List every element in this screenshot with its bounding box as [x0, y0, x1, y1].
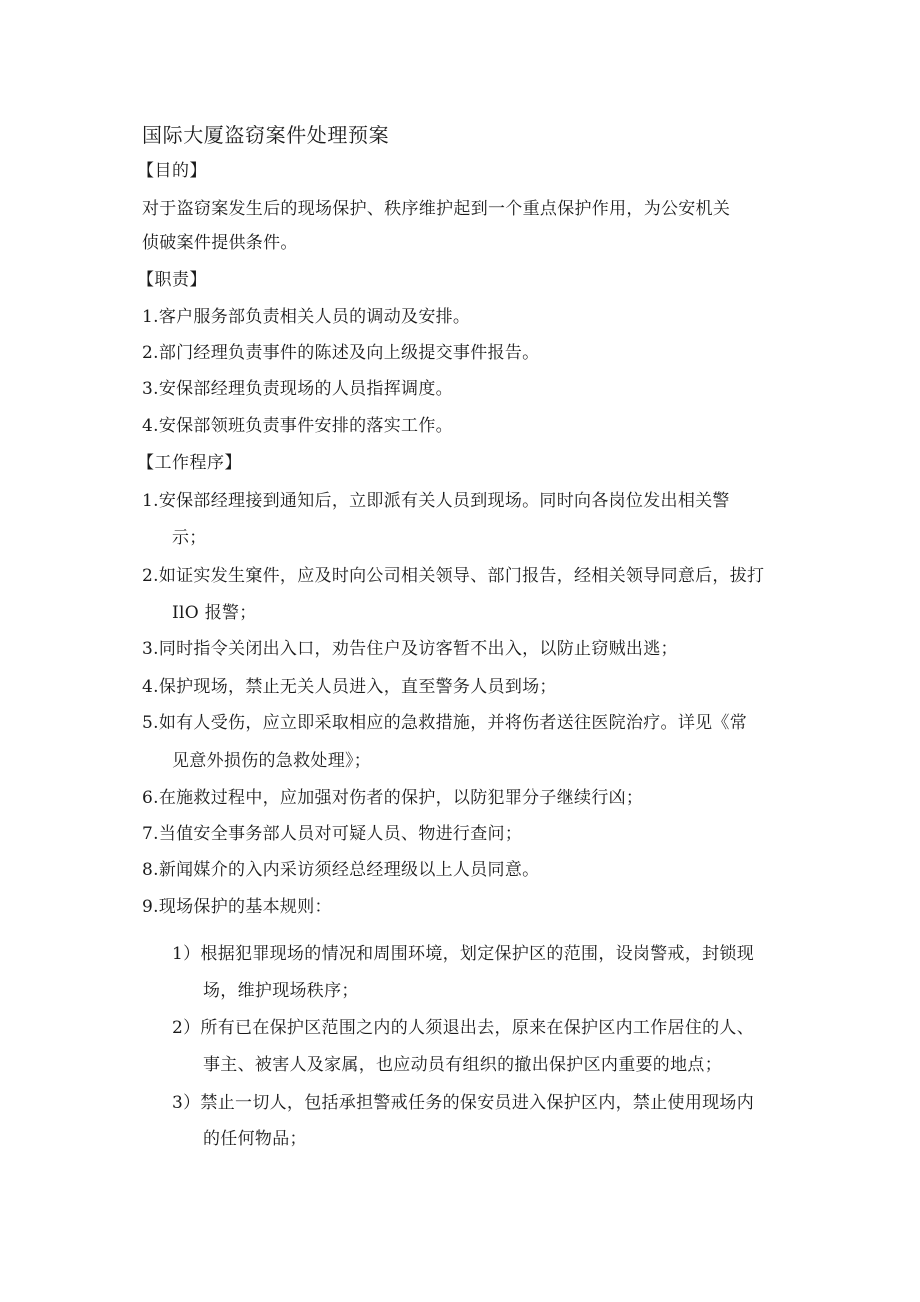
rule-line: 事主、被害人及家属，也应动员有组织的撤出保护区内重要的地点；: [203, 1055, 722, 1075]
procedure-line: 8.新闻媒介的入内采访须经总经理级以上人员同意。: [142, 860, 540, 880]
rule-line: 3）禁止一切人，包括承担警戒任务的保安员进入保护区内，禁止使用现场内: [172, 1093, 755, 1113]
procedure-line: 7.当值安全事务部人员对可疑人员、物进行查问；: [142, 824, 523, 844]
document-title: 国际大厦盗窃案件处理预案: [142, 123, 390, 147]
duty-item: 1.客户服务部负责相关人员的调动及安排。: [142, 307, 471, 327]
procedure-line: IlO 报警；: [172, 603, 257, 623]
procedure-line: 见意外损伤的急救处理》；: [172, 751, 372, 771]
procedure-heading: 【工作程序】: [137, 453, 242, 473]
purpose-line: 侦破案件提供条件。: [142, 233, 298, 253]
rule-line: 场，维护现场秩序；: [203, 981, 359, 1001]
purpose-heading: 【目的】: [137, 161, 207, 181]
rule-line: 2）所有已在保护区范围之内的人须退出去，原来在保护区内工作居住的人、: [172, 1018, 755, 1038]
procedure-line: 1.安保部经理接到通知后，立即派有关人员到现场。同时向各岗位发出相关警: [142, 491, 730, 511]
procedure-line: 示；: [172, 528, 207, 548]
duty-item: 2.部门经理负责事件的陈述及向上级提交事件报告。: [142, 343, 540, 363]
procedure-line: 4.保护现场，禁止无关人员进入，直至警务人员到场；: [142, 677, 557, 697]
rule-line: 1）根据犯罪现场的情况和周围环境，划定保护区的范围，设岗警戒，封锁现: [172, 944, 755, 964]
procedure-line: 2.如证实发生窠件，应及时向公司相关领导、部门报告，经相关领导同意后，拔打: [142, 566, 765, 586]
procedure-line: 3.同时指令关闭出入口，劝告住户及访客暂不出入，以防止窃贼出逃；: [142, 639, 678, 659]
procedure-line: 6.在施救过程中，应加强对伤者的保护，以防犯罪分子继续行凶；: [142, 788, 644, 808]
duty-item: 3.安保部经理负责现场的人员指挥调度。: [142, 379, 453, 399]
duties-heading: 【职责】: [137, 270, 207, 290]
duty-item: 4.安保部领班负责事件安排的落实工作。: [142, 416, 453, 436]
purpose-line: 对于盗窃案发生后的现场保护、秩序维护起到一个重点保护作用，为公安机关: [142, 199, 731, 219]
rule-line: 的任何物品；: [203, 1129, 307, 1149]
procedure-line: 9.现场保护的基本规则：: [142, 897, 332, 917]
procedure-line: 5.如有人受伤，应立即采取相应的急救措施，并将伤者送往医院治疗。详见《常: [142, 713, 748, 733]
